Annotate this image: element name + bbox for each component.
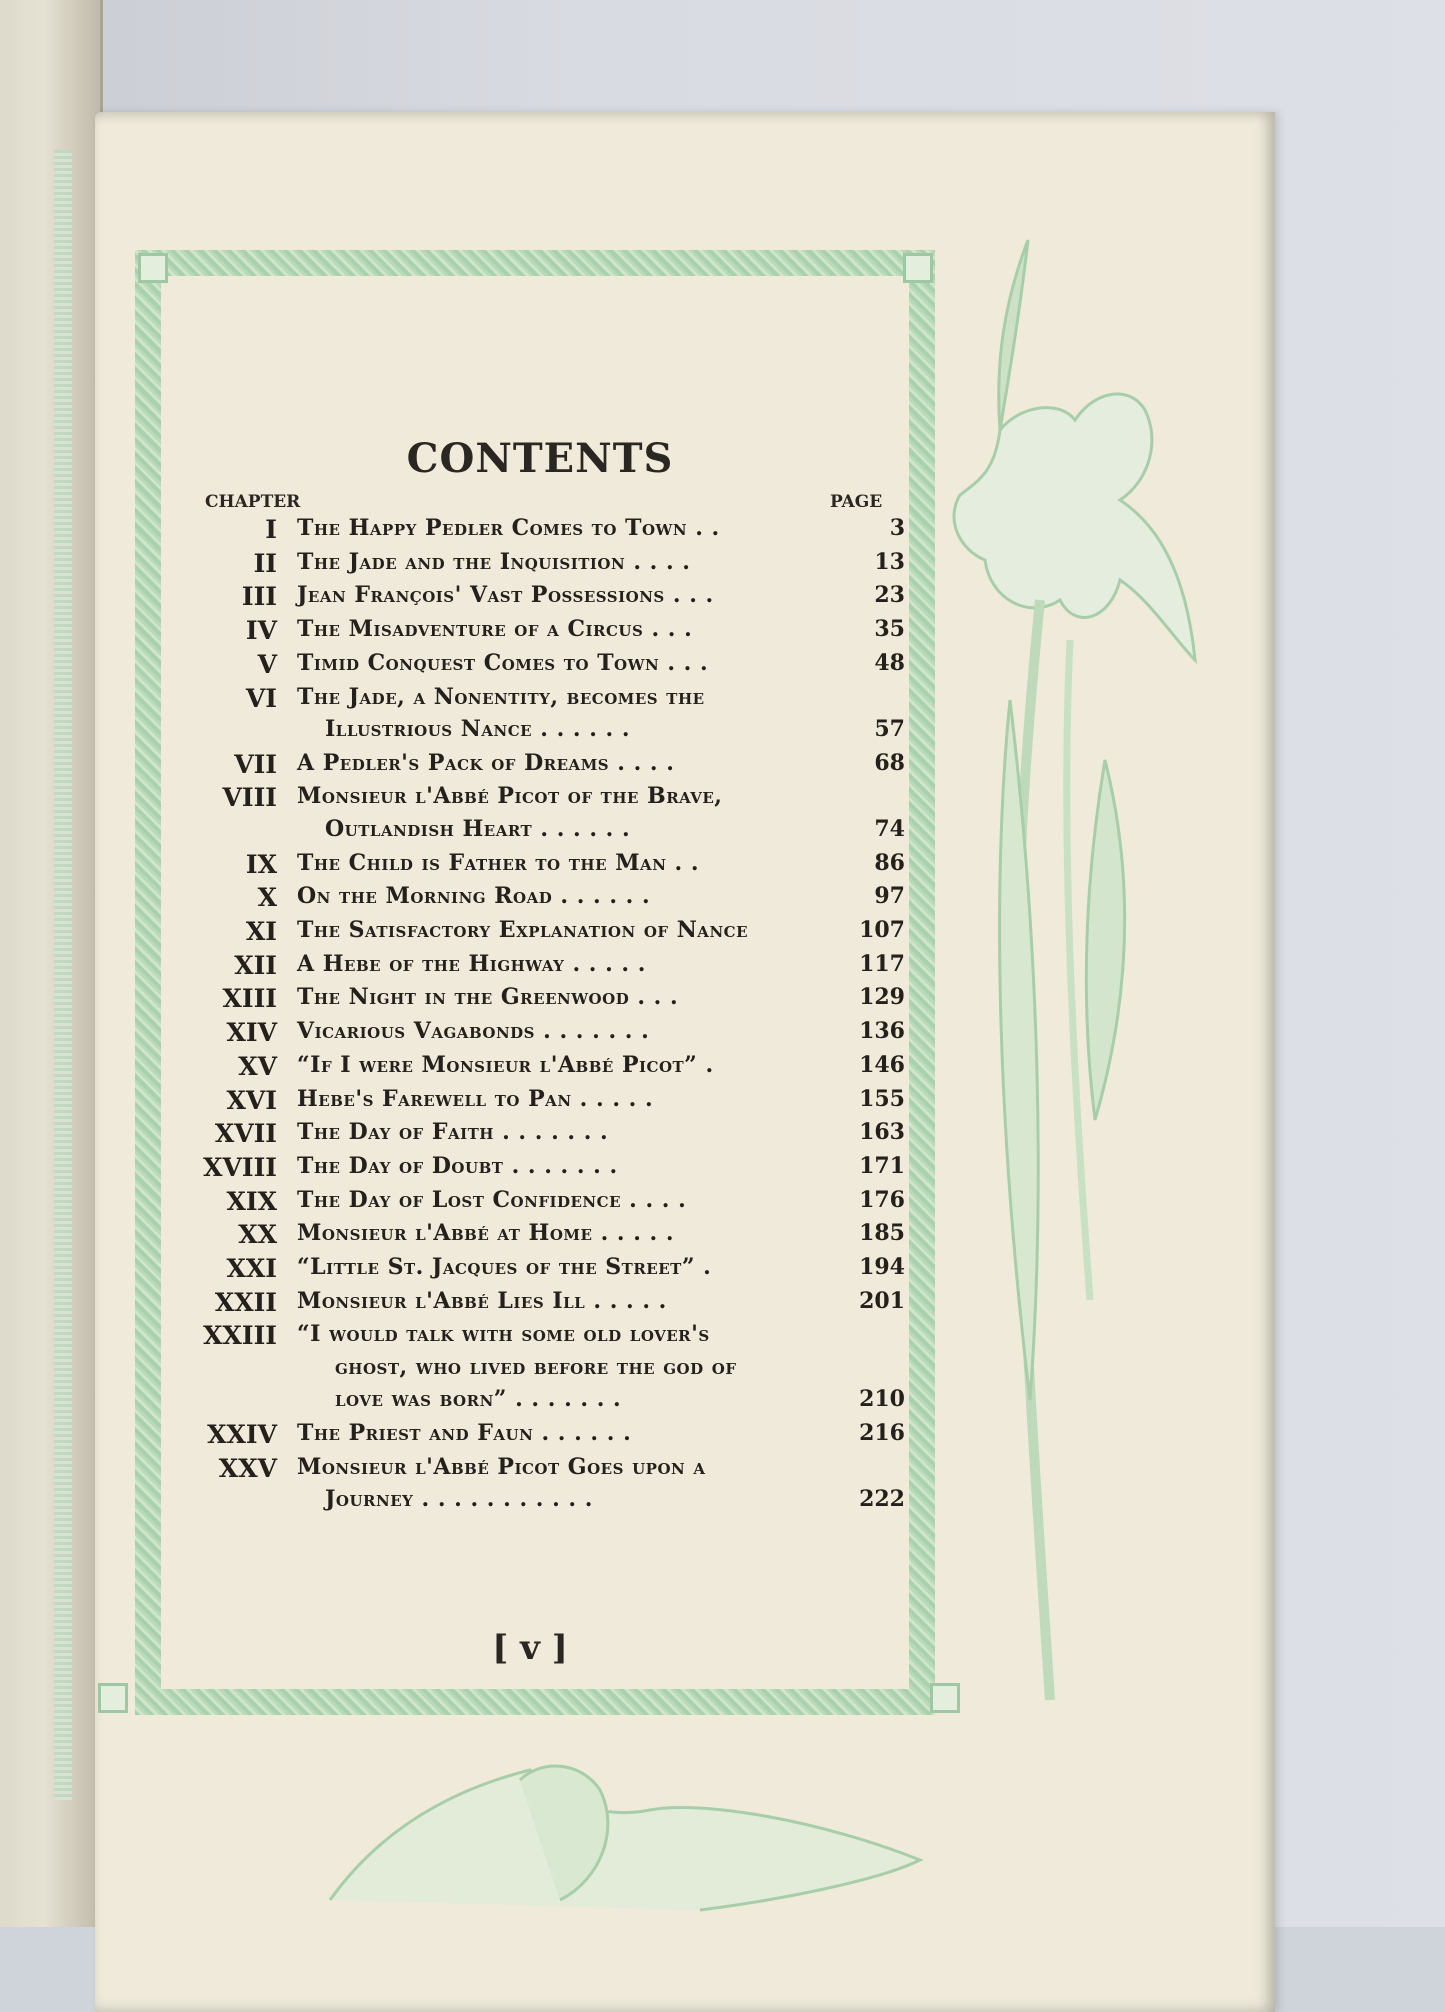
toc-entry (175, 1220, 905, 1253)
chapter-number: XIX (226, 1186, 277, 1216)
chapter-title: A Pedler's Pack of Dreams . . . . (297, 749, 675, 776)
toc-entry (175, 951, 905, 984)
chapter-title: The Day of Doubt . . . . . . . (297, 1152, 618, 1179)
chapter-title: The Priest and Faun . . . . . . (297, 1420, 632, 1447)
toc-entry (175, 750, 905, 783)
page-number: 3 (889, 515, 905, 541)
chapter-title-continuation: Outlandish Heart . . . . . . (325, 815, 631, 842)
chapter-number: VII (234, 749, 277, 779)
chapter-number: XXI (226, 1254, 277, 1283)
chapter-number: XVI (226, 1085, 277, 1115)
chapter-title: Vicarious Vagabonds . . . . . . . (297, 1018, 650, 1045)
page-number: 210 (859, 1386, 905, 1413)
chapter-title-continuation: Illustrious Nance . . . . . . (325, 716, 631, 742)
chapter-number: XV (238, 1051, 277, 1081)
chapter-title: The Happy Pedler Comes to Town . . (297, 515, 720, 541)
chapter-title: The Child is Father to the Man . . (297, 849, 700, 876)
chapter-title: The Jade and the Inquisition . . . . (297, 548, 691, 575)
chapter-column-header: CHAPTER (205, 492, 301, 512)
toc-entry (175, 1321, 905, 1419)
page-number: 136 (859, 1018, 905, 1045)
page-number: 194 (859, 1254, 905, 1280)
chapter-title: The Misadventure of a Circus . . . (297, 616, 693, 643)
page-number: 107 (859, 917, 905, 943)
chapter-title: Monsieur l'Abbé at Home . . . . . (297, 1220, 675, 1247)
page-number: 171 (859, 1152, 905, 1179)
toc-entry (175, 1288, 905, 1321)
chapter-title: “I would talk with some old lover's (297, 1321, 710, 1348)
chapter-number: XXII (214, 1287, 277, 1317)
chapter-number: XX (238, 1220, 277, 1250)
chapter-number: VIII (222, 783, 277, 813)
page-number: 185 (859, 1220, 905, 1247)
chapter-title: Monsieur l'Abbé Lies Ill . . . . . (297, 1287, 667, 1314)
toc-entry (175, 1086, 905, 1119)
page-number: 129 (859, 984, 905, 1011)
page-number: 176 (859, 1186, 905, 1213)
toc-entry (175, 515, 905, 548)
toc-entry (175, 1052, 905, 1085)
chapter-title: Timid Conquest Comes to Town . . . (297, 649, 709, 676)
toc-entry (175, 883, 905, 916)
chapter-number: XVIII (203, 1152, 277, 1182)
toc-entry (175, 549, 905, 582)
page-number: 35 (874, 616, 905, 643)
toc-entry (175, 1454, 905, 1519)
chapter-number: XI (245, 917, 277, 946)
page-number: 86 (874, 849, 905, 876)
page-number: 48 (874, 649, 905, 676)
page-number: 222 (859, 1486, 905, 1513)
chapter-number: III (241, 582, 277, 612)
chapter-title: The Jade, a Nonentity, becomes the (297, 683, 705, 710)
chapter-title: The Night in the Greenwood . . . (297, 984, 679, 1011)
chapter-number: XXV (218, 1453, 277, 1483)
toc-entry (175, 1153, 905, 1186)
chapter-title: The Day of Faith . . . . . . . (297, 1119, 609, 1146)
chapter-title: “If I were Monsieur l'Abbé Picot” . (297, 1051, 714, 1078)
chapter-title: A Hebe of the Highway . . . . . (297, 950, 646, 977)
chapter-title: Monsieur l'Abbé Picot Goes upon a (297, 1453, 706, 1480)
chapter-number: XIII (222, 984, 277, 1014)
toc-entry (175, 650, 905, 683)
chapter-number: XXIV (207, 1420, 277, 1450)
page-number: 57 (874, 716, 905, 742)
chapter-title: The Satisfactory Explanation of Nance (297, 917, 749, 943)
page-number: 146 (859, 1051, 905, 1078)
chapter-number: I (265, 515, 277, 544)
chapter-number: V (257, 649, 277, 679)
page-number: 74 (874, 815, 905, 842)
chapter-title: On the Morning Road . . . . . . (297, 883, 651, 910)
page-number: 216 (859, 1420, 905, 1447)
page-number: 117 (859, 950, 905, 977)
page-number: 68 (874, 749, 905, 776)
chapter-title: The Day of Lost Confidence . . . . (297, 1186, 687, 1213)
chapter-title: Jean François' Vast Possessions . . . (297, 582, 714, 609)
chapter-number: XVII (214, 1119, 277, 1149)
toc-entry (175, 1187, 905, 1220)
toc-entry (175, 616, 905, 649)
toc-entry (175, 1420, 905, 1453)
toc-entry (175, 1254, 905, 1287)
toc-entry (175, 917, 905, 950)
toc-entry (175, 684, 905, 749)
toc-entry (175, 850, 905, 883)
chapter-title: Monsieur l'Abbé Picot of the Brave, (297, 783, 723, 810)
page-number: 201 (859, 1287, 905, 1314)
toc-entry (175, 984, 905, 1017)
chapter-number: IV (245, 616, 277, 646)
chapter-title: “Little St. Jacques of the Street” . (297, 1254, 712, 1280)
chapter-title: Hebe's Farewell to Pan . . . . . (297, 1085, 654, 1112)
chapter-number: X (257, 883, 277, 913)
page-column-header: PAGE (830, 492, 883, 512)
chapter-title-continuation: Journey . . . . . . . . . . . (325, 1486, 593, 1513)
page-number: 97 (874, 883, 905, 910)
toc-entry (175, 1119, 905, 1152)
contents-heading: CONTENTS (406, 435, 674, 482)
toc-entry (175, 582, 905, 615)
chapter-number: XXIII (203, 1321, 277, 1351)
chapter-number: XIV (226, 1018, 277, 1048)
chapter-number: XII (234, 950, 277, 980)
toc-entry (175, 783, 905, 848)
chapter-number: VI (245, 683, 277, 713)
chapter-number: IX (245, 849, 277, 879)
toc-entry (175, 1018, 905, 1051)
page-number: 163 (859, 1119, 905, 1146)
chapter-number: II (253, 548, 277, 578)
page-number: 13 (874, 548, 905, 575)
chapter-title-continuation: love was born” . . . . . . . (335, 1386, 622, 1413)
chapter-title-continuation: ghost, who lived before the god of (335, 1353, 737, 1380)
page-number: 23 (874, 582, 905, 609)
page-folio-number: [ v ] (492, 1628, 568, 1668)
page-number: 155 (859, 1085, 905, 1112)
